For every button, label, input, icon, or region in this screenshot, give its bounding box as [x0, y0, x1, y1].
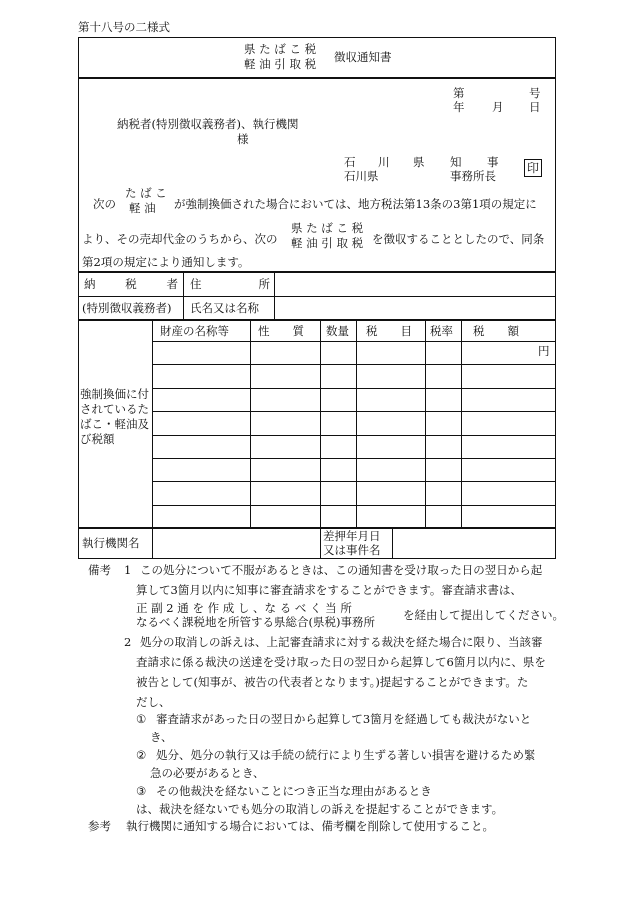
- col-header-rate: 税率: [430, 324, 453, 338]
- date-hi: 日: [529, 100, 541, 114]
- note2-line4: だし、: [136, 695, 171, 709]
- case1-line2: き、: [150, 730, 173, 744]
- case1-line1: 審査請求があった日の翌日から起算して3箇月を経過しても裁決がないと: [156, 712, 532, 726]
- issuer-pref-sub: 石川県: [344, 169, 379, 183]
- title-tax-diesel: 軽 油 引 取 税: [244, 57, 317, 71]
- seizure-label-2: 又は事件名: [323, 543, 381, 557]
- property-label-divider: [152, 320, 153, 528]
- taxpayer-label-1: 納: [84, 277, 96, 291]
- col-header-taxitem: 税 目: [366, 324, 412, 338]
- biko-label: 備考: [88, 563, 111, 577]
- number-dai: 第: [453, 86, 465, 100]
- name-label: 氏名又は名称: [190, 301, 259, 315]
- case1-mark: ①: [136, 712, 147, 726]
- agency-label: 執行機関名: [82, 536, 140, 550]
- table-row: [152, 505, 556, 506]
- para1-rest: が強制換価された場合においては、地方税法第13条の3第1項の規定に: [174, 197, 537, 211]
- date-tsuki: 月: [492, 100, 504, 114]
- agency-divider-1: [152, 528, 153, 559]
- issuer-pref-3: 県: [413, 155, 425, 169]
- addressee-sama: 様: [237, 132, 249, 146]
- col-header-quantity: 数量: [326, 324, 349, 338]
- yen-unit: 円: [538, 344, 550, 358]
- note1-line1: この処分について不服があるときは、この通知書を受け取った日の翌日から起: [140, 563, 543, 577]
- agency-divider-3: [392, 528, 393, 559]
- address-label: [190, 278, 270, 292]
- note1-line2: 算して3箇月以内に知事に審査請求をすることができます。審査請求書は、: [136, 583, 522, 597]
- case2-line2: 急の必要があるとき、: [150, 766, 265, 780]
- para2-start: より、その売却代金のうちから、次の: [82, 232, 278, 246]
- issuer-chiji-2: 事: [487, 155, 499, 169]
- taxpayer-field-divider: [274, 272, 275, 320]
- agency-divider-2: [320, 528, 321, 559]
- title-tax-tobacco: 県 た ば こ 税: [244, 42, 317, 56]
- note1-line3a: 正 副 2 通 を 作 成 し 、な る べ く 当 所: [136, 601, 352, 615]
- column-divider: [461, 320, 462, 528]
- para1-start: 次の: [93, 197, 116, 211]
- case2-mark: ②: [136, 748, 147, 762]
- case2-line1: 処分、処分の執行又は手続の続行により生ずる著しい損害を避けるため緊: [156, 748, 536, 762]
- para1-selector: [125, 186, 167, 216]
- agency-row: [78, 528, 556, 559]
- addressee-line: 納税者(特別徴収義務者)、執行機関: [117, 117, 299, 131]
- property-row-label: 強制換価に付されているたばこ・軽油及び税額: [80, 387, 149, 446]
- address-label-1: 住: [190, 277, 202, 291]
- seizure-label: [323, 529, 381, 557]
- para2-sel-diesel: 軽 油 引 取 税: [291, 236, 364, 250]
- date-nen: 年: [453, 100, 465, 114]
- number-go: 号: [529, 86, 541, 100]
- para2-selector: [291, 221, 363, 251]
- sanko-label: 参考: [88, 819, 111, 833]
- col-header-property: 財産の名称等: [160, 324, 229, 338]
- taxpayer-label-sub: (特別徴収義務者): [82, 301, 172, 315]
- note2-line2: 査請求に係る裁決の送達を受け取った日の翌日から起算して6箇月以内に、県を: [136, 655, 546, 669]
- taxpayer-label-3: 者: [166, 277, 178, 291]
- taxpayer-label-2: 税: [125, 277, 137, 291]
- para1-sel-tobacco: た ば こ: [125, 186, 167, 200]
- title-box: [78, 37, 556, 78]
- para2-sel-tobacco: 県 た ば こ 税: [291, 221, 364, 235]
- taxpayer-divider: [78, 296, 556, 297]
- seal-stamp: 印: [524, 159, 542, 177]
- table-row: [152, 481, 556, 482]
- taxpayer-label: [84, 278, 178, 292]
- taxpayer-label-divider: [183, 272, 184, 320]
- col-header-nature: 性 質: [258, 324, 304, 338]
- table-row: [152, 435, 556, 436]
- column-divider: [425, 320, 426, 528]
- note2-line1: 処分の取消しの訴えは、上記審査請求に対する裁決を経た場合に限り、当該審: [140, 635, 543, 649]
- table-row: [152, 458, 556, 459]
- column-divider: [320, 320, 321, 528]
- issuer-office-head: 事務所長: [450, 169, 496, 183]
- note1-line3c: を経由して提出してください。: [403, 608, 564, 622]
- table-row: [152, 341, 556, 342]
- note1-line3b: なるべく課税地を所管する県総合(県税)事務所: [136, 615, 375, 629]
- column-divider: [250, 320, 251, 528]
- table-row: [152, 411, 556, 412]
- issuer-pref-1: 石: [344, 155, 356, 169]
- title-suffix: 徴収通知書: [334, 50, 392, 64]
- sanko-text: 執行機関に通知する場合においては、備考欄を削除して使用すること。: [126, 819, 494, 833]
- issuer-chiji-1: 知: [450, 155, 462, 169]
- para3: 第2項の規定により通知します。: [82, 255, 250, 269]
- issuer-pref-2: 川: [378, 155, 390, 169]
- col-header-amount: 税 額: [473, 324, 519, 338]
- title-tax-selector: [244, 42, 316, 72]
- form-number: 第十八号の二様式: [78, 20, 170, 34]
- note2-number: 2: [124, 635, 132, 649]
- address-label-2: 所: [258, 277, 270, 291]
- table-row: [152, 388, 556, 389]
- column-divider: [356, 320, 357, 528]
- note1-number: 1: [124, 563, 132, 577]
- case3-line1: その他裁決を経ないことにつき正当な理由があるとき: [156, 784, 432, 798]
- closing-line: は、裁決を経ないでも処分の取消しの訴えを提起することができます。: [136, 802, 504, 816]
- case3-mark: ③: [136, 784, 147, 798]
- seizure-label-1: 差押年月日: [323, 529, 381, 543]
- note2-line3: 被告として(知事が、被告の代表者となります。)提起することができます。た: [136, 675, 529, 689]
- para1-sel-diesel: 軽 油: [129, 201, 156, 215]
- para2-rest: を徴収することとしたので、同条: [372, 232, 545, 246]
- table-row: [152, 364, 556, 365]
